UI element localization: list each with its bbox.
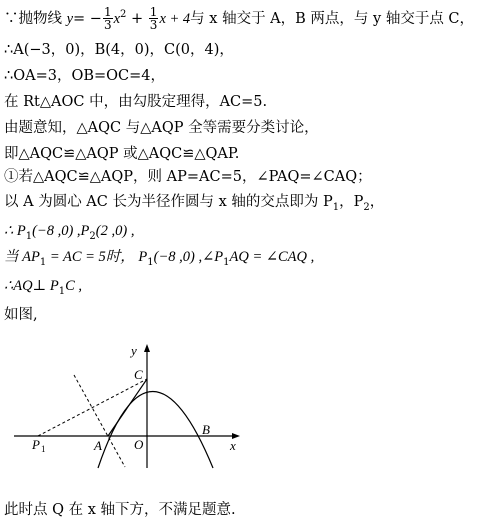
label-a: A (94, 438, 102, 453)
text-segment: = AC = 5时， P (46, 249, 148, 265)
text-segment: (−8 ,0) ,P (32, 223, 90, 239)
math-equals-minus: = − (73, 10, 102, 27)
text-line-4: 在 Rt△AOC 中，由勾股定理得，AC=5. (4, 94, 268, 110)
text-segment: C , (65, 278, 82, 294)
text-line-3: ∴OA=3，OB=OC=4， (4, 68, 166, 84)
subscript: 1 (39, 256, 47, 268)
parabola-curve (98, 392, 213, 469)
parabola-figure (0, 335, 260, 470)
math-y: y (66, 10, 74, 27)
text-segment: ， (369, 194, 385, 210)
segment-ac (108, 379, 147, 436)
fraction-one-third-a (103, 6, 113, 31)
text-line-12: 如图, (4, 307, 38, 323)
math-plus: + (126, 10, 148, 27)
text-line-11 (4, 277, 82, 301)
text-line-5: 由题意知，△AQC 与△AQP 全等需要分类讨论， (4, 120, 319, 136)
text-segment: ∴AQ⊥ P (4, 278, 59, 294)
fraction-denominator: 3 (149, 18, 158, 33)
label-o: O (134, 437, 144, 452)
fraction-one-third-b (149, 6, 159, 31)
subscript: 1 (25, 230, 33, 242)
text-line-7: ①若△AQC≌△AQP，则 AP=AC=5，∠PAQ=∠CAQ； (4, 169, 372, 185)
subscript: 1 (223, 256, 230, 268)
fraction-numerator: 1 (103, 5, 112, 20)
subscript: 2 (363, 201, 370, 213)
text-segment: AQ = ∠CAQ , (229, 249, 315, 265)
fraction-numerator: 1 (149, 5, 158, 20)
text-line-8 (4, 193, 384, 217)
intersection-text: 与 x 轴交于 A，B 两点，与 y 轴交于点 C， (190, 10, 475, 27)
math-x-plus-4: x + 4 (159, 10, 191, 27)
subscript: 1 (332, 201, 340, 213)
text-segment: 当 AP (4, 249, 40, 265)
text-segment: ∴ P (4, 223, 26, 239)
label-p1-subscript: 1 (41, 444, 46, 454)
subscript: 1 (147, 256, 154, 268)
label-p1: P (32, 437, 40, 452)
label-y: y (131, 343, 137, 358)
label-b: B (202, 422, 210, 437)
because-parabola-text: ∵抛物线 (4, 10, 62, 27)
circle-construction-text: 以 A 为圆心 AC 长为半径作圆与 x 轴的交点即为 P (4, 194, 333, 210)
segment-p1c (38, 379, 147, 436)
label-c: C (134, 367, 143, 382)
line-aq (74, 375, 125, 467)
text-segment: (2 ,0) , (95, 223, 135, 239)
text-line-6: 即△AQC≌△AQP 或△AQC≌△QAP. (4, 146, 240, 162)
math-exponent: 2 (120, 9, 127, 20)
text-line-13: 此时点 Q 在 x 轴下方，不满足题意. (4, 502, 236, 518)
subscript: 1 (58, 285, 66, 297)
y-axis-arrow (144, 344, 150, 352)
text-line-2: ∴A(−3，0)，B(4，0)，C(0，4)， (4, 42, 234, 58)
text-line-10 (4, 248, 314, 272)
text-segment: (−8 ,0) ,∠P (153, 249, 224, 265)
text-line-9 (4, 222, 134, 246)
math-x: x (113, 10, 121, 27)
subscript: 2 (89, 230, 96, 242)
label-x: x (230, 438, 236, 453)
text-segment: ，P (339, 194, 364, 210)
fraction-denominator: 3 (103, 18, 112, 33)
text-line-1 (4, 6, 474, 31)
